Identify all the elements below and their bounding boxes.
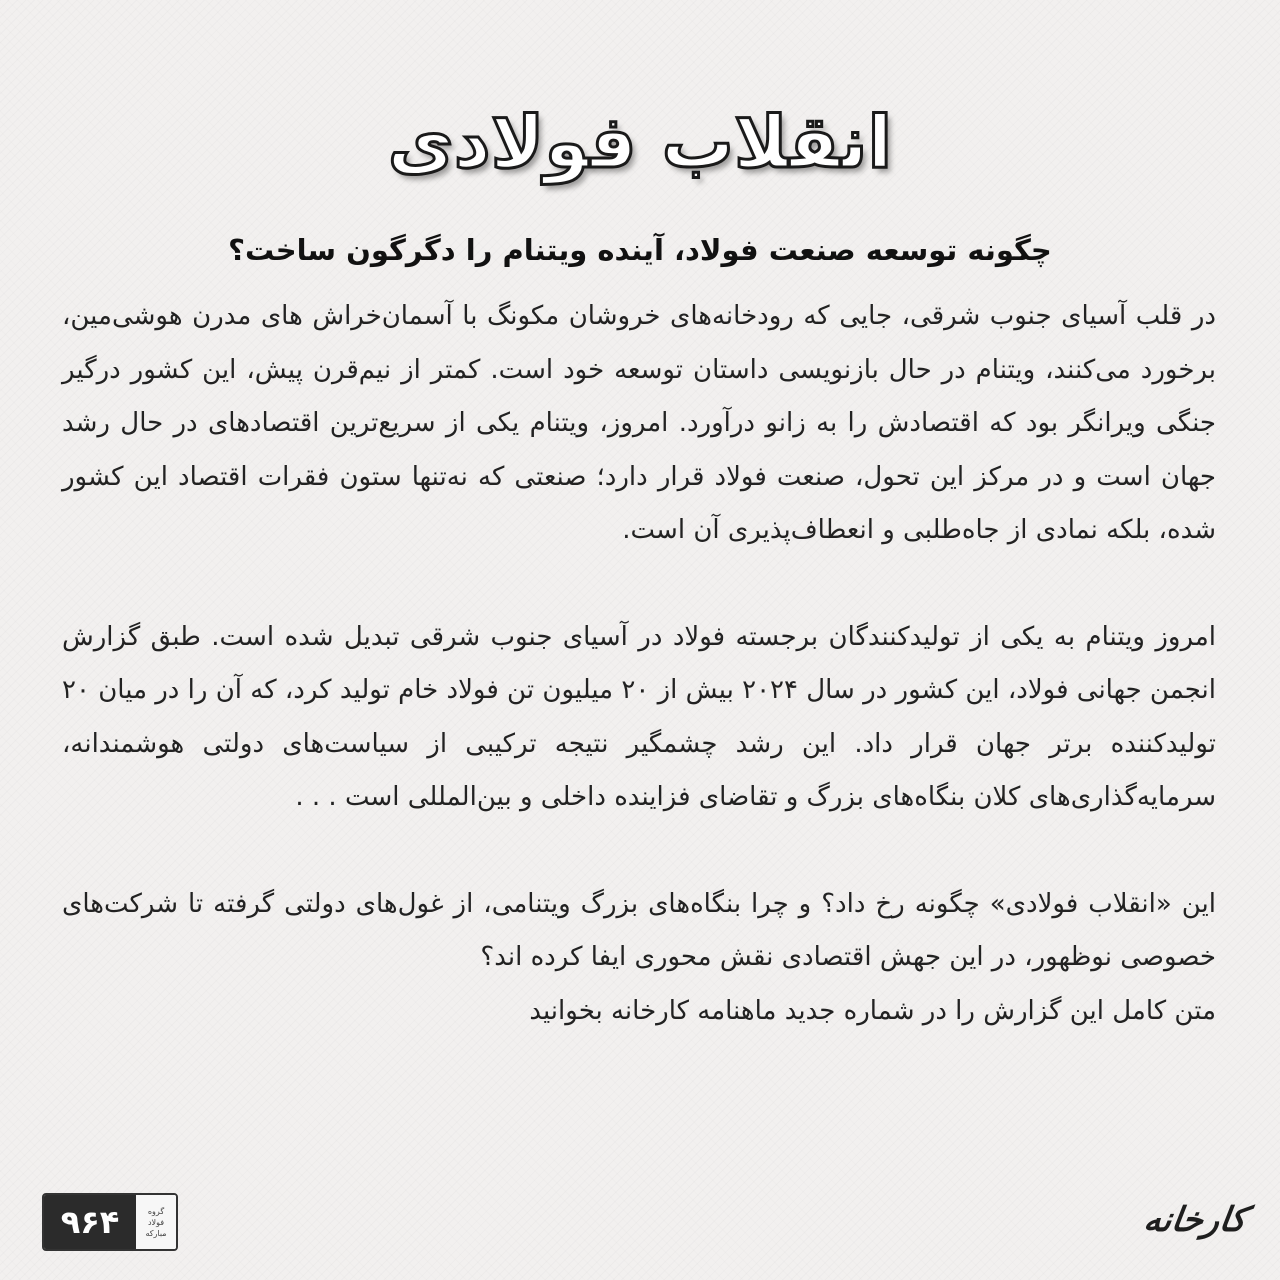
logo-caption-line: گروه	[147, 1206, 165, 1216]
logo-caption-line: فولاد	[147, 1217, 165, 1227]
logo-caption	[136, 1195, 176, 1249]
karkhaneh-logo-text: کارخانه	[1141, 1200, 1249, 1240]
logo-number: ۹۶۴	[44, 1195, 136, 1249]
logo-caption-line: مبارکه	[145, 1228, 167, 1238]
call-to-action: متن کامل این گزارش را در شماره جدید ماهنامه کارخانه بخوانید	[529, 995, 1216, 1026]
page-title: انقلاب فولادی	[387, 100, 893, 184]
paragraph-1: در قلب آسیای جنوب شرقی، جایی که رودخانه‌های خروشان مکونگ با آسمان‌خراش های مدرن هوشی‌مین، برخورد می‌کنند، ویتنام در حال بازنویسی داستان توسعه خود است. کمتر از نیم‌قرن پیش، این کشور درگیر جنگی ویرانگر بود که اقتصادش را به زانو درآورد. امروز، ویتنام یکی از سریع‌ترین اقتصادهای در حال رشد جهان است و در مرکز این تحول، صنعت فولاد قرار دارد؛ صنعتی که نه‌تنها ستون فقرات اقتصاد این کشور شده، بلکه نمادی از جاه‌طلبی و انعطاف‌پذیری آن است.	[62, 301, 1216, 545]
paragraph-2: امروز ویتنام به یکی از تولیدکنندگان برجسته فولاد در آسیای جنوب شرقی تبدیل شده است. طبق گزارش انجمن جهانی فولاد، این کشور در سال ۲۰۲۴ بیش از ۲۰ میلیون تن فولاد خام تولید کرد، که آن را در میان ۲۰ تولیدکننده برتر جهان قرار داد. این رشد چشمگیر نتیجه ترکیبی از سیاست‌های دولتی هوشمندانه، سرمایه‌گذاری‌های کلان بنگاه‌های بزرگ و تقاضای فزاینده داخلی و بین‌المللی است . . .	[62, 621, 1216, 812]
karkhaneh-logo	[1140, 1194, 1250, 1246]
mobarakeh-steel-logo	[42, 1193, 178, 1251]
article-subtitle: چگونه توسعه صنعت فولاد، آینده ویتنام را دگرگون ساخت؟	[228, 233, 1052, 267]
paragraph-3: این «انقلاب فولادی» چگونه رخ داد؟ و چرا بنگاه‌های بزرگ ویتنامی، از غول‌های دولتی گرفته تا شرکت‌های خصوصی نوظهور، در این جهش اقتصادی نقش محوری ایفا کرده اند؟	[62, 888, 1216, 972]
article-body	[62, 290, 1216, 1038]
